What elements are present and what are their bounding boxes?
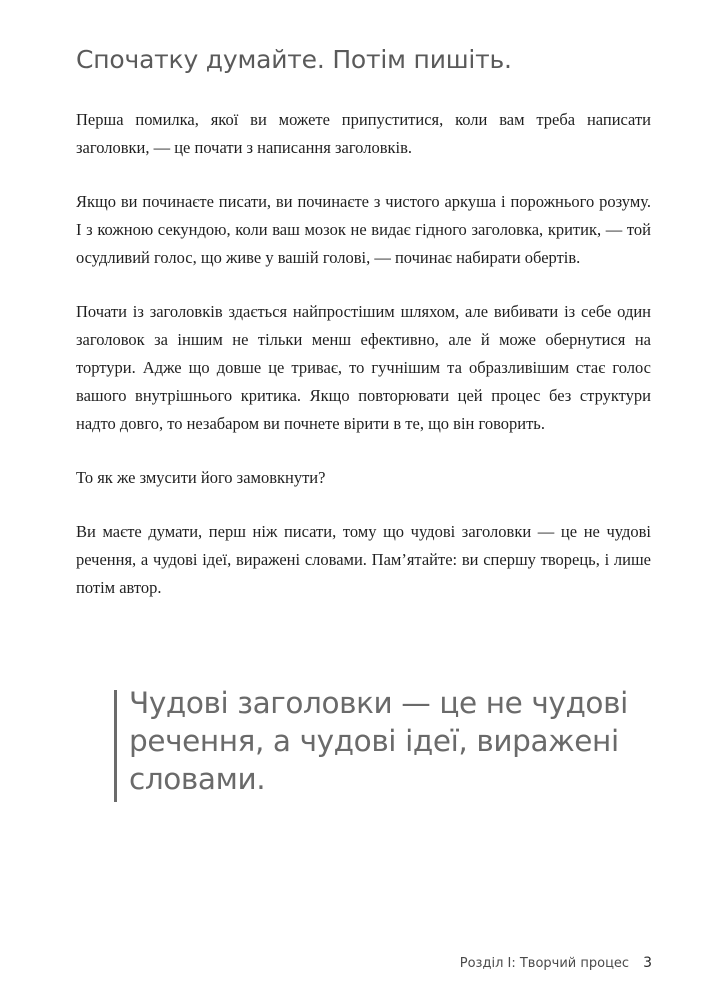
paragraph-blank-sheet: Якщо ви починаєте писати, ви починаєте з чистого аркуша і порожнього розуму. І з кожною секундою, коли ваш мозок не видає гідного заголовка, критик, — той осудливий голос, що живе у вашій голові, — починає набирати обертів.	[76, 192, 651, 267]
paragraph-first-mistake: Перша помилка, якої ви можете припуститися, коли вам треба написати заголовки, — це почати з написання заголовків.	[76, 110, 651, 157]
paragraph-think-first: Ви маєте думати, перш ніж писати, тому що чудові заголовки — це не чудові речення, а чудові ідеї, виражені словами. Пам’ятайте: ви спершу творець, і лише потім автор.	[76, 522, 651, 597]
section-heading: Спочатку думайте. Потім пишіть.	[76, 45, 512, 74]
body-text	[76, 106, 651, 628]
page-number: 3	[643, 955, 652, 971]
pull-quote	[114, 686, 704, 802]
chapter-title: Розділ І: Творчий процес	[459, 955, 630, 971]
page-footer	[460, 955, 652, 971]
paragraph-headlines-first: Почати із заголовків здається найпростішим шляхом, але вибивати із себе один заголовок за іншим не тільки менш ефективно, але й може обернутися на тортури. Адже що довше це триває, то гучнішим та образливішим стає голос вашого внутрішнього критика. Якщо повторювати цей процес без структури надто довго, то незабаром ви почнете вірити в те, що він говорить.	[76, 302, 651, 433]
pull-quote-text: Чудові заголовки — це не чудові речення, а чудові ідеї, виражені словами.	[129, 686, 628, 796]
paragraph-question: То як же змусити його замовкнути?	[76, 468, 326, 487]
